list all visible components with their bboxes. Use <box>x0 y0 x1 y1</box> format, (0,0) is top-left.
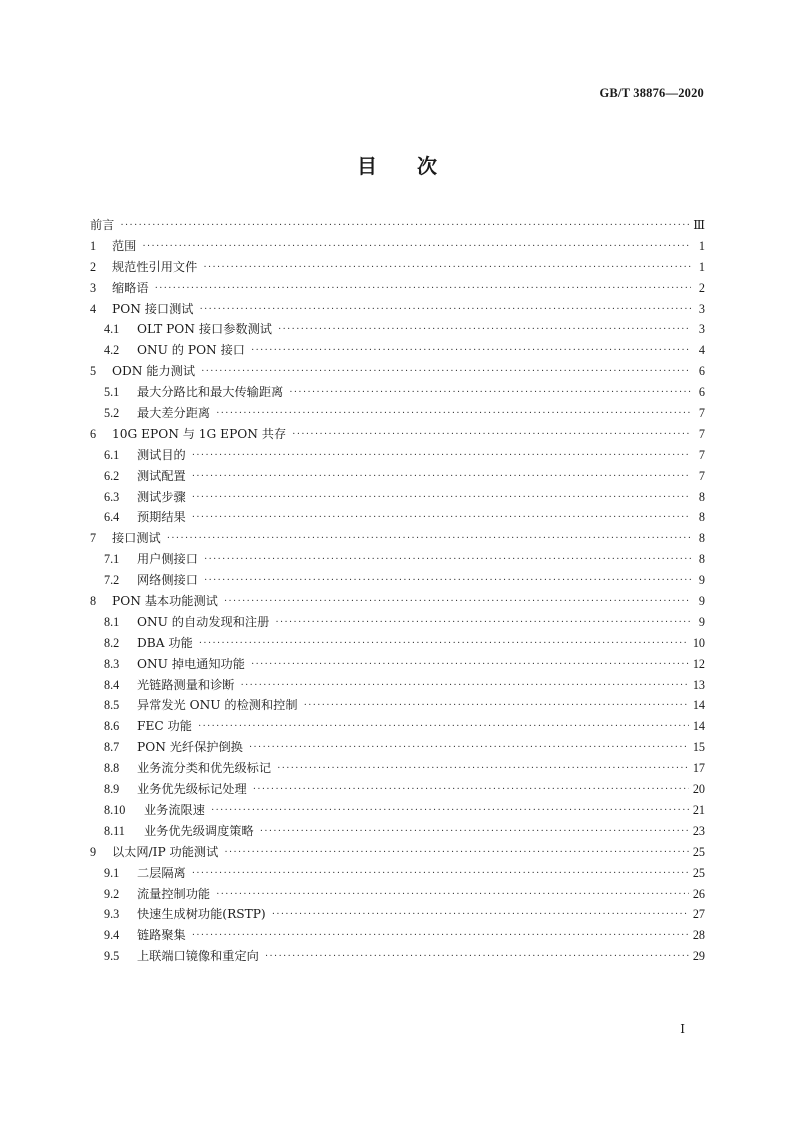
table-of-contents <box>90 215 705 967</box>
toc-entry-label: PON 接口测试 <box>112 301 194 316</box>
toc-entry-label: 测试目的 <box>137 447 186 462</box>
toc-entry-label: 业务优先级标记处理 <box>137 782 247 797</box>
toc-entry[interactable] <box>90 654 705 675</box>
dot-leader <box>292 425 691 445</box>
toc-entry[interactable] <box>90 591 705 612</box>
dot-leader <box>272 905 689 925</box>
toc-entry[interactable] <box>90 403 705 424</box>
toc-entry-label: FEC 功能 <box>137 719 192 734</box>
toc-entry-page: 9 <box>698 594 705 609</box>
toc-entry-label: 链路聚集 <box>137 928 186 943</box>
toc-entry-label: ONU 的自动发现和注册 <box>137 614 270 629</box>
toc-entry-page: 25 <box>692 844 705 859</box>
toc-entry[interactable] <box>90 340 705 361</box>
toc-entry-label: 规范性引用文件 <box>112 259 198 274</box>
toc-entry-label: 测试步骤 <box>137 489 186 504</box>
toc-entry-number: 9 <box>90 844 97 859</box>
toc-entry-page: 28 <box>692 928 705 943</box>
toc-entry-label: ONU 掉电通知功能 <box>137 656 245 671</box>
toc-entry-page: 13 <box>692 677 705 692</box>
toc-entry-label: ONU 的 PON 接口 <box>137 343 245 358</box>
page-title-char-2: 次 <box>417 154 437 178</box>
toc-entry-label: 流量控制功能 <box>137 886 211 901</box>
toc-entry-label: 测试配置 <box>137 468 186 483</box>
toc-entry[interactable] <box>90 946 705 967</box>
toc-entry-number: 9.2 <box>104 886 120 901</box>
toc-entry-label: PON 基本功能测试 <box>112 594 218 609</box>
dot-leader <box>167 529 691 549</box>
toc-entry-number: 8.3 <box>104 656 120 671</box>
dot-leader <box>253 780 689 800</box>
toc-entry-label: 前言 <box>90 218 115 232</box>
toc-entry-label: 缩略语 <box>112 280 149 295</box>
toc-entry-label: 上联端口镜像和重定向 <box>137 949 259 964</box>
dot-leader <box>289 383 691 403</box>
toc-entry[interactable] <box>90 737 705 758</box>
toc-entry-number: 5.1 <box>104 385 120 400</box>
toc-entry[interactable] <box>90 278 705 299</box>
dot-leader <box>275 613 691 633</box>
toc-entry-number: 6.3 <box>104 489 120 504</box>
toc-entry-number: 7.2 <box>104 573 120 588</box>
toc-entry-page: 27 <box>692 907 705 922</box>
dot-leader <box>120 216 689 236</box>
page-title-char-1: 目 <box>357 154 377 178</box>
toc-entry-label: 10G EPON 与 1G EPON 共存 <box>112 426 287 441</box>
toc-entry-number: 8.1 <box>104 614 120 629</box>
toc-entry[interactable] <box>90 863 705 884</box>
toc-entry-page: 21 <box>692 802 705 817</box>
toc-entry-page: 9 <box>698 573 705 588</box>
toc-entry-page: 20 <box>692 782 705 797</box>
dot-leader <box>224 843 689 863</box>
toc-entry-label: 以太网/IP 功能测试 <box>112 844 219 859</box>
toc-entry[interactable] <box>90 236 705 257</box>
toc-entry-number: 5 <box>90 364 97 379</box>
toc-entry-page: 12 <box>692 656 705 671</box>
toc-entry-page: 29 <box>692 949 705 964</box>
toc-entry-page: Ⅲ <box>693 218 705 232</box>
toc-entry-page: 8 <box>698 510 705 525</box>
toc-entry-number: 3 <box>90 280 97 295</box>
toc-entry-number: 8.11 <box>104 823 125 838</box>
toc-entry-number: 8.6 <box>104 719 120 734</box>
toc-entry[interactable] <box>90 800 705 821</box>
dot-leader <box>304 696 689 716</box>
dot-leader <box>192 926 689 946</box>
toc-entry[interactable] <box>90 466 705 487</box>
toc-entry[interactable] <box>90 319 705 340</box>
toc-entry-label: DBA 功能 <box>137 635 193 650</box>
toc-entry[interactable] <box>90 612 705 633</box>
toc-entry-label: 业务流分类和优先级标记 <box>137 761 272 776</box>
toc-entry-page: 10 <box>692 635 705 650</box>
toc-entry[interactable] <box>90 507 705 528</box>
toc-entry[interactable] <box>90 382 705 403</box>
toc-entry-page: 6 <box>698 364 705 379</box>
dot-leader <box>216 885 689 905</box>
toc-entry-number: 6 <box>90 426 97 441</box>
toc-entry-label: OLT PON 接口参数测试 <box>137 322 272 337</box>
toc-entry-label: 范围 <box>112 238 137 253</box>
toc-entry-label: 业务流限速 <box>144 802 205 817</box>
toc-entry-label: ODN 能力测试 <box>112 364 196 379</box>
toc-entry-page: 4 <box>698 343 705 358</box>
dot-leader <box>192 508 691 528</box>
toc-entry-number: 9.1 <box>104 865 120 880</box>
dot-leader <box>192 467 691 487</box>
toc-entry-label: 最大差分距离 <box>137 406 211 421</box>
toc-entry-page: 26 <box>692 886 705 901</box>
dot-leader <box>277 759 689 779</box>
toc-entry-page: 8 <box>698 552 705 567</box>
toc-entry[interactable] <box>90 925 705 946</box>
toc-entry-page: 1 <box>698 238 705 253</box>
toc-entry-page: 14 <box>692 698 705 713</box>
toc-entry-number: 8.5 <box>104 698 120 713</box>
dot-leader <box>203 258 691 278</box>
dot-leader <box>192 864 689 884</box>
dot-leader <box>249 738 689 758</box>
toc-entry-number: 4 <box>90 301 97 316</box>
toc-entry-label: 最大分路比和最大传输距离 <box>137 385 284 400</box>
toc-entry-page: 15 <box>692 740 705 755</box>
dot-leader <box>216 404 691 424</box>
toc-entry[interactable] <box>90 215 705 236</box>
toc-entry[interactable] <box>90 716 705 737</box>
dot-leader <box>241 676 689 696</box>
dot-leader <box>201 362 691 382</box>
toc-entry-label: 业务优先级调度策略 <box>144 823 254 838</box>
dot-leader <box>192 488 691 508</box>
toc-entry[interactable] <box>90 821 705 842</box>
toc-entry-page: 17 <box>692 761 705 776</box>
toc-entry-number: 7.1 <box>104 552 120 567</box>
dot-leader <box>260 822 689 842</box>
toc-entry[interactable] <box>90 675 705 696</box>
toc-entry-page: 9 <box>698 614 705 629</box>
toc-entry-page: 7 <box>698 406 705 421</box>
toc-entry[interactable] <box>90 695 705 716</box>
toc-entry-page: 3 <box>698 322 705 337</box>
toc-entry-number: 2 <box>90 259 97 274</box>
dot-leader <box>198 717 689 737</box>
page-folio: Ⅰ <box>680 1022 685 1036</box>
toc-entry-number: 4.1 <box>104 322 120 337</box>
toc-entry-number: 1 <box>90 238 97 253</box>
dot-leader <box>211 801 689 821</box>
toc-entry-page: 25 <box>692 865 705 880</box>
toc-entry-page: 2 <box>698 280 705 295</box>
dot-leader <box>278 320 691 340</box>
dot-leader <box>204 550 691 570</box>
toc-entry-label: 接口测试 <box>112 531 161 546</box>
toc-entry-number: 9.3 <box>104 907 120 922</box>
toc-entry-page: 6 <box>698 385 705 400</box>
dot-leader <box>204 571 691 591</box>
dot-leader <box>251 655 689 675</box>
dot-leader <box>142 237 691 257</box>
dot-leader <box>251 341 691 361</box>
dot-leader <box>199 300 691 320</box>
toc-entry-number: 8.9 <box>104 782 120 797</box>
toc-entry-label: 光链路测量和诊断 <box>137 677 235 692</box>
toc-entry-page: 23 <box>692 823 705 838</box>
toc-entry-page: 7 <box>698 426 705 441</box>
toc-entry[interactable] <box>90 633 705 654</box>
toc-entry[interactable] <box>90 445 705 466</box>
toc-entry[interactable] <box>90 528 705 549</box>
standard-code: GB/T 38876—2020 <box>599 86 704 100</box>
toc-entry-page: 7 <box>698 447 705 462</box>
toc-entry-number: 8.7 <box>104 740 120 755</box>
page-title <box>0 150 794 179</box>
toc-entry[interactable] <box>90 904 705 925</box>
dot-leader <box>192 446 691 466</box>
toc-entry-page: 1 <box>698 259 705 274</box>
toc-entry[interactable] <box>90 758 705 779</box>
toc-entry-number: 7 <box>90 531 97 546</box>
toc-entry-label: 预期结果 <box>137 510 186 525</box>
toc-entry-number: 8.10 <box>104 802 126 817</box>
toc-entry-label: PON 光纤保护倒换 <box>137 740 243 755</box>
toc-entry-page: 7 <box>698 468 705 483</box>
toc-entry[interactable] <box>90 842 705 863</box>
toc-entry-label: 用户侧接口 <box>137 552 198 567</box>
toc-entry-label: 二层隔离 <box>137 865 186 880</box>
toc-entry-number: 8.4 <box>104 677 120 692</box>
toc-entry-number: 8 <box>90 594 97 609</box>
dot-leader <box>155 279 691 299</box>
toc-entry-label: 快速生成树功能(RSTP) <box>137 907 266 922</box>
toc-entry-number: 6.2 <box>104 468 120 483</box>
toc-entry-label: 网络侧接口 <box>137 573 198 588</box>
toc-entry[interactable] <box>90 779 705 800</box>
toc-entry-page: 8 <box>698 489 705 504</box>
toc-entry-number: 8.2 <box>104 635 120 650</box>
toc-entry[interactable] <box>90 424 705 445</box>
toc-entry[interactable] <box>90 487 705 508</box>
toc-entry[interactable] <box>90 549 705 570</box>
toc-entry-page: 8 <box>698 531 705 546</box>
toc-entry[interactable] <box>90 884 705 905</box>
toc-entry-number: 5.2 <box>104 406 120 421</box>
dot-leader <box>265 947 689 967</box>
toc-entry-page: 3 <box>698 301 705 316</box>
toc-entry-number: 9.5 <box>104 949 120 964</box>
toc-entry[interactable] <box>90 257 705 278</box>
toc-entry[interactable] <box>90 570 705 591</box>
dot-leader <box>224 592 691 612</box>
toc-entry-label: 异常发光 ONU 的检测和控制 <box>137 698 298 713</box>
toc-entry[interactable] <box>90 299 705 320</box>
toc-entry-number: 4.2 <box>104 343 120 358</box>
dot-leader <box>199 634 689 654</box>
toc-entry[interactable] <box>90 361 705 382</box>
toc-entry-number: 6.1 <box>104 447 120 462</box>
toc-entry-page: 14 <box>692 719 705 734</box>
toc-entry-number: 8.8 <box>104 761 120 776</box>
toc-entry-number: 6.4 <box>104 510 120 525</box>
toc-entry-number: 9.4 <box>104 928 120 943</box>
